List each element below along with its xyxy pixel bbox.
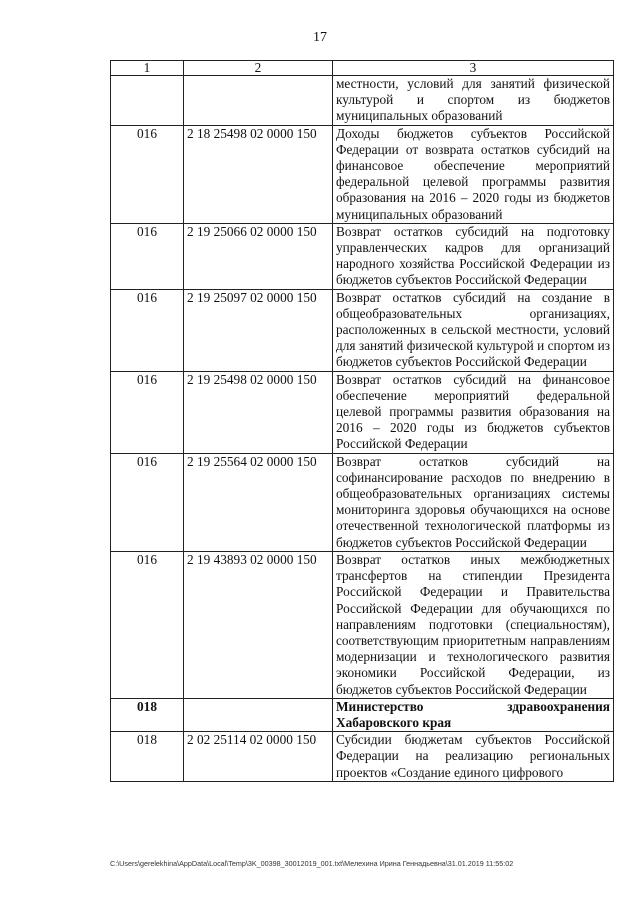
budget-code-cell: 2 19 25066 02 0000 150	[184, 223, 333, 289]
column-number-3: 3	[333, 61, 614, 76]
footer-file-path: C:\Users\gerelekhina\AppData\Local\Temp\3K_00398_30012019_001.txt\Мелехина Ирина Геннадьевна\31.01.2019 11:55:02	[110, 859, 514, 868]
admin-code-cell: 016	[111, 289, 184, 371]
page-number: 17	[313, 30, 327, 45]
table-row	[111, 76, 614, 126]
admin-code-cell: 016	[111, 371, 184, 453]
column-number-2: 2	[184, 61, 333, 76]
revenue-name-cell: Возврат остатков субсидий на финансовое обеспечение мероприятий федеральной целевой программы развития образования на 2016 – 2020 годы из бюджетов субъектов Российской Федерации	[333, 371, 614, 453]
revenue-name-cell: Возврат остатков субсидий на создание в общеобразовательных организациях, расположенных в сельской местности, условий для занятий физической культурой и спортом из бюджетов субъектов Российской Федерации	[333, 289, 614, 371]
table-row	[111, 125, 614, 223]
table-row	[111, 551, 614, 698]
ministry-name-part: Хабаровского края	[336, 714, 452, 730]
budget-code-cell: 2 19 43893 02 0000 150	[184, 551, 333, 698]
budget-code-cell: 2 02 25114 02 0000 150	[184, 732, 333, 782]
ministry-heading-row	[111, 698, 614, 731]
column-number-1: 1	[111, 61, 184, 76]
admin-code-cell	[111, 76, 184, 126]
table-row	[111, 453, 614, 551]
revenue-name-cell: Возврат остатков субсидий на софинансирование расходов по внедрению в общеобразовательных организациях системы мониторинга здоровья обучающихся на основе отечественной технологической платформы из бюджетов субъектов Российской Федерации	[333, 453, 614, 551]
budget-code-cell	[184, 76, 333, 126]
admin-code-cell: 016	[111, 551, 184, 698]
revenue-name-cell: Возврат остатков иных межбюджетных трансфертов на стипендии Президента Российской Федерации и Правительства Российской Федерации для обучающихся по направлениям подготовки (специальностям), соответствующим приоритетным направлениям модернизации и технологического развития экономики Российской Федерации, из бюджетов субъектов Российской Федерации	[333, 551, 614, 698]
revenue-name-cell: Субсидии бюджетам субъектов Российской Федерации на реализацию региональных проектов «Создание единого цифрового	[333, 732, 614, 782]
budget-classification-table	[110, 60, 614, 782]
budget-code-cell: 2 19 25498 02 0000 150	[184, 371, 333, 453]
revenue-name-cell: Доходы бюджетов субъектов Российской Федерации от возврата остатков субсидий на финансовое обеспечение мероприятий федеральной целевой программы развития образования на 2016 – 2020 годы из бюджетов муниципальных образований	[333, 125, 614, 223]
admin-code-cell: 016	[111, 223, 184, 289]
table-row	[111, 289, 614, 371]
admin-code-cell: 018	[111, 698, 184, 731]
column-numbers-row	[111, 61, 614, 76]
table-row	[111, 223, 614, 289]
table-row	[111, 732, 614, 782]
admin-code-cell: 018	[111, 732, 184, 782]
budget-code-cell: 2 19 25564 02 0000 150	[184, 453, 333, 551]
ministry-name-part: Министерство	[336, 698, 424, 714]
budget-code-cell: 2 18 25498 02 0000 150	[184, 125, 333, 223]
admin-code-cell: 016	[111, 453, 184, 551]
revenue-name-cell: Возврат остатков субсидий на подготовку управленческих кадров для организаций народного хозяйства Российской Федерации из бюджетов субъектов Российской Федерации	[333, 223, 614, 289]
table-row	[111, 371, 614, 453]
budget-code-cell: 2 19 25097 02 0000 150	[184, 289, 333, 371]
revenue-name-cell: местности, условий для занятий физической культурой и спортом из бюджетов муниципальных образований	[333, 76, 614, 126]
admin-code-cell: 016	[111, 125, 184, 223]
budget-code-cell	[184, 698, 333, 731]
ministry-name-part: здравоохранения	[507, 698, 610, 714]
ministry-name-cell	[333, 698, 614, 731]
